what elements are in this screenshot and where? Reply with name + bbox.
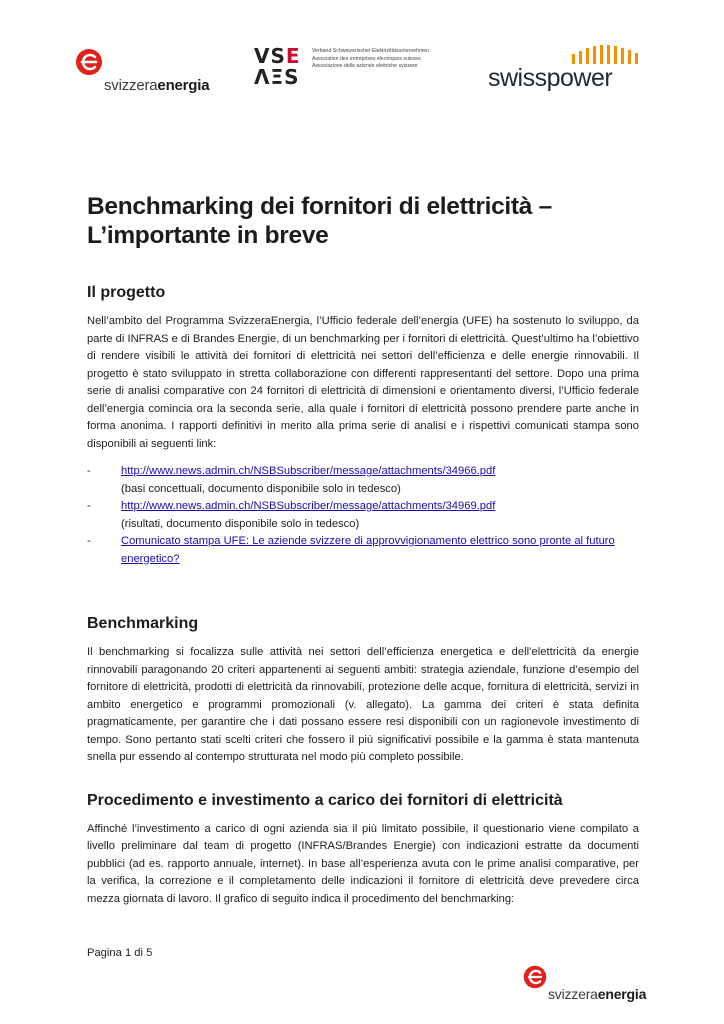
section-body-project: Nell’ambito del Programma SvizzeraEnergia, l’Ufficio federale dell’energia (UFE) ha sostenuto lo sviluppo, da parte di INFRAS e di Brandes Energie, di un benchmarking per i fornitori di elettricità. Quest’ultimo ha l’obiettivo di rendere visibili le attività dei fornitori di elettricità nei settori dell’efficienza e delle energie rinnovabili. Il progetto è stato sviluppato in stretta collaborazione con differenti rappresentanti del settore. Dopo una prima serie di analisi comparative con 24 fornitori di elettricità di dimensioni e orientamento diversi, l’Ufficio federale dell’energia comincia ora la seconda serie, alla quale i fornitori di elettricità possono prendere parte anche in forma anonima. I rapporti definitivi in merito alla prima serie di analisi e i rispettivi comunicati stampa sono disponibili ai seguenti link:: [87, 315, 639, 450]
section-heading-procedure: Procedimento e investimento a carico dei fornitori di elettricità: [87, 791, 563, 809]
document-title: Benchmarking dei fornitori di elettricità – L’importante in breve: [87, 193, 552, 249]
e-swirl-icon: [74, 47, 104, 77]
swisspower-bars-icon: [570, 44, 650, 66]
link-note: (risultati, documento disponibile solo in tedesco): [121, 517, 360, 530]
e-swirl-icon: [522, 964, 548, 990]
list-item: - http://www.news.admin.ch/NSBSubscriber/message/attachments/34966.pdf (basi concettuali, documento disponibile solo in tedesco): [87, 463, 639, 498]
footer-logo-text: svizzeraenergia: [548, 986, 647, 1002]
list-item: - Comunicato stampa UFE: Le aziende svizzere di approvvigionamento elettrico sono pronte al futuro energetico?: [87, 535, 615, 565]
vse-aes-letters: VSE ΛΞS: [254, 44, 301, 89]
list-item: - http://www.news.admin.ch/NSBSubscriber/message/attachments/34969.pdf (risultati, documento disponibile solo in tedesco): [87, 498, 639, 533]
page-number: Pagina 1 di 5: [87, 947, 153, 959]
section-heading-benchmarking: Benchmarking: [87, 615, 199, 632]
swisspower-logo-text: swisspower: [488, 64, 613, 92]
footer-svizzeraenergia-logo: [522, 964, 672, 1008]
vse-aes-logo: [254, 46, 454, 96]
section-heading-project: Il progetto: [87, 284, 166, 301]
link-concept-pdf[interactable]: http://www.news.admin.ch/NSBSubscriber/message/attachments/34966.pdf: [121, 465, 496, 477]
link-note: (basi concettuali, documento disponibile solo in tedesco): [121, 482, 401, 495]
link-results-pdf[interactable]: http://www.news.admin.ch/NSBSubscriber/message/attachments/34969.pdf: [121, 500, 496, 512]
vse-aes-subtitle: Verband Schweizerischer Elektrizitätsunternehmen Association des entreprises électriques suisses Associazione delle aziende elettriche svizzere: [312, 48, 430, 69]
link-list: [87, 463, 639, 568]
svizzeraenergia-logo: [74, 47, 234, 97]
svizzeraenergia-logo-text: svizzeraenergia: [104, 77, 210, 94]
document-body: [87, 192, 639, 908]
link-press-release[interactable]: Comunicato stampa UFE: Le aziende svizzere di approvvigionamento elettrico sono pronte al futuro energetico?: [121, 535, 615, 565]
swisspower-logo: [488, 44, 658, 96]
section-body-benchmarking: Il benchmarking si focalizza sulle attività nei settori dell’efficienza energetica e dell’elettricità da energie rinnovabili paragonando 20 criteri appartenenti ai seguenti ambiti: strategia aziendale, funzione d’esempio del fornitore di elettricità, prodotti di elettricità da rinnovabili, protezione delle acque, fornitura di elettricità, servizi in ambito energetico e programmi promozionali (v. allegato). La gamma dei criteri è stata definita pragmaticamente, per garantire che i dati possano essere resi disponibili con un ragionevole investimento di tempo. Sono pertanto stati scelti criteri che fossero il più significativi possibile e la gamma è stata mantenuta snella pur essendo al contempo strutturata nel modo più completo possibile.: [87, 646, 639, 763]
section-body-procedure: Affinché l’investimento a carico di ogni azienda sia il più limitato possibile, il questionario viene compilato a livello preliminare dal team di progetto (INFRAS/Brandes Energie) con indicazioni estratte da documenti pubblici (ad es. rapporto annuale, internet). In base all’esperienza avuta con le prime analisi comparative, per la verifica, la correzione e il completamento delle indicazioni il fornitore di elettricità deve prevedere circa mezza giornata di lavoro. Il grafico di seguito indica il procedimento del benchmarking:: [87, 822, 639, 905]
